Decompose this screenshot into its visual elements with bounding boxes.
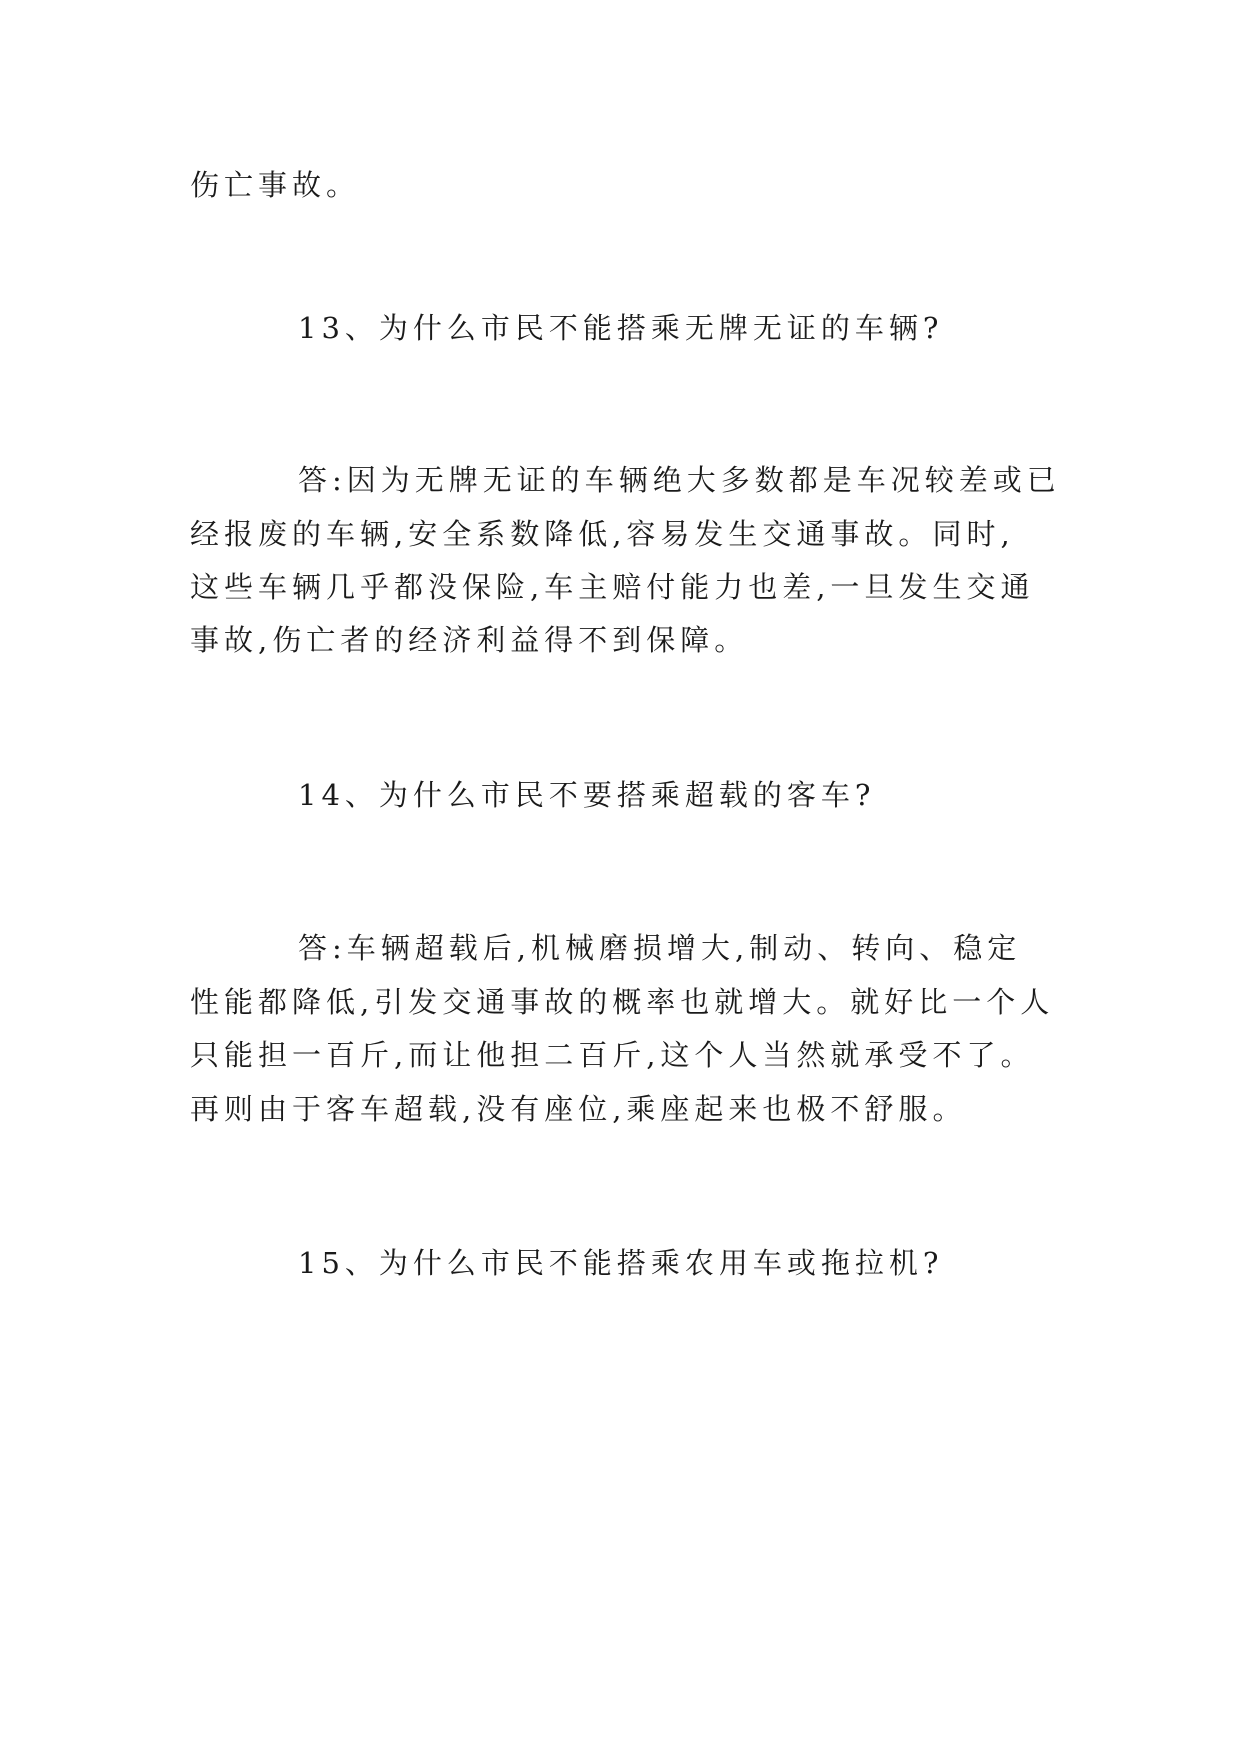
question-15: 15、为什么市民不能搭乘农用车或拖拉机? <box>298 1246 944 1280</box>
answer-14-line-2: 性能都降低,引发交通事故的概率也就增大。就好比一个人 <box>190 985 1055 1019</box>
answer-14-line-4: 再则由于客车超载,没有座位,乘座起来也极不舒服。 <box>190 1092 967 1126</box>
answer-13-line-1: 答:因为无牌无证的车辆绝大多数都是车况较差或已 <box>298 463 1061 497</box>
question-14: 14、为什么市民不要搭乘超载的客车? <box>298 778 876 812</box>
continuation-text: 伤亡事故。 <box>190 168 361 202</box>
answer-14-line-1: 答:车辆超载后,机械磨损增大,制动、转向、稳定 <box>298 931 1022 965</box>
answer-14-line-3: 只能担一百斤,而让他担二百斤,这个人当然就承受不了。 <box>190 1038 1035 1072</box>
question-13: 13、为什么市民不能搭乘无牌无证的车辆? <box>298 311 944 345</box>
answer-13-line-4: 事故,伤亡者的经济利益得不到保障。 <box>190 623 749 657</box>
answer-13-line-2: 经报废的车辆,安全系数降低,容易发生交通事故。同时, <box>190 517 1015 551</box>
answer-13-line-3: 这些车辆几乎都没保险,车主赔付能力也差,一旦发生交通 <box>190 570 1035 604</box>
